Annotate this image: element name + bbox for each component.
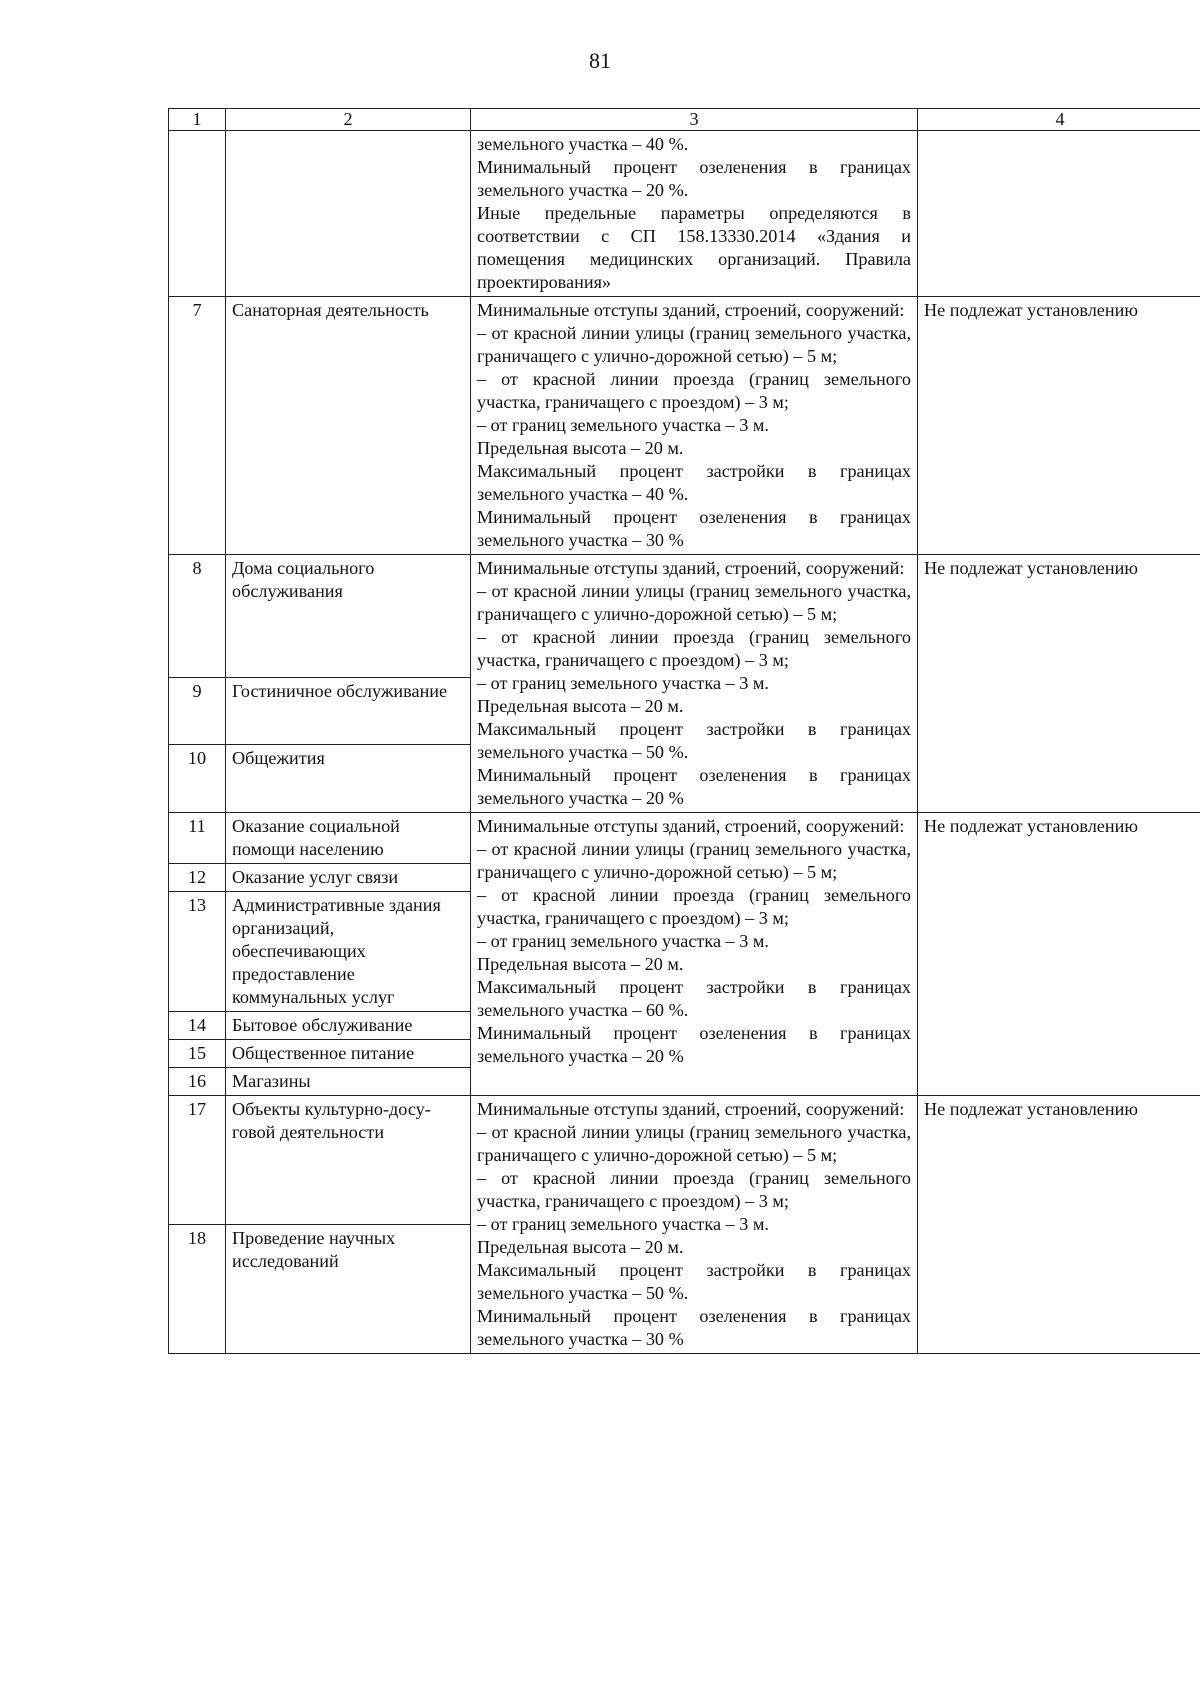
row-number: 13 (169, 892, 226, 1012)
regulations-table-frame (168, 108, 1150, 1354)
param-line: – от красной линии улицы (границ земельного участка, граничащего с улично-дорожной сетью) – 5 м; (477, 581, 911, 624)
param-line: Предельная высота – 20 м. (477, 1237, 684, 1257)
params-cell (471, 297, 918, 555)
table-row-continued (169, 131, 1200, 297)
param-line: Минимальный процент озеленения в границах земельного участка – 20 % (477, 765, 911, 808)
restriction-cell: Не подлежат установлению (918, 1096, 1200, 1354)
land-use-name: Санаторная деятельность (226, 297, 471, 555)
param-line: Минимальные отступы зданий, строений, сооружений: (477, 558, 905, 578)
land-use-name: Проведение научных исследований (226, 1225, 471, 1354)
params-cell (471, 1096, 918, 1354)
param-line: Минимальный процент озеленения в границах земельного участка – 20 % (477, 1023, 911, 1066)
param-line: Минимальный процент озеленения в границах земельного участка – 30 % (477, 507, 911, 550)
header-col-2: 2 (226, 109, 471, 131)
param-line: – от красной линии проезда (границ земельного участка, граничащего с проездом) – 3 м; (477, 369, 911, 412)
params-cell (471, 555, 918, 813)
params-cell (471, 813, 918, 1096)
land-use-name: Оказание социальной помощи населению (226, 813, 471, 864)
land-use-name: Гостиничное обслуживание (226, 677, 471, 745)
restriction-cell: Не подлежат установлению (918, 813, 1200, 1096)
land-use-name: Общественное питание (226, 1040, 471, 1068)
param-line: Максимальный процент застройки в границах земельного участка – 60 %. (477, 977, 911, 1020)
name-cell (226, 131, 471, 297)
param-line: Минимальный процент озеленения в границах земельного участка – 30 % (477, 1306, 911, 1349)
header-col-1: 1 (169, 109, 226, 131)
land-use-name: Бытовое обслуживание (226, 1012, 471, 1040)
param-line: Иные предельные параметры определяются в соответствии с СП 158.13330.2014 «Здания и помещения медицинских организаций. Правила проектирования» (477, 203, 911, 292)
param-line: земельного участка – 40 %. (477, 134, 689, 154)
param-line: – от границ земельного участка – 3 м. (477, 931, 769, 951)
table-body (169, 109, 1200, 1354)
param-line: Предельная высота – 20 м. (477, 954, 684, 974)
table-header-row (169, 109, 1200, 131)
param-line: Минимальный процент озеленения в границах земельного участка – 20 %. (477, 157, 911, 200)
row-number: 7 (169, 297, 226, 555)
param-line: – от красной линии улицы (границ земельного участка, граничащего с улично-дорожной сетью) – 5 м; (477, 323, 911, 366)
table-row (169, 297, 1200, 555)
param-line: – от красной линии проезда (границ земельного участка, граничащего с проездом) – 3 м; (477, 1168, 911, 1211)
land-use-name: Объекты культурно-досу-говой деятельности (226, 1096, 471, 1225)
param-line: Минимальные отступы зданий, строений, сооружений: (477, 816, 905, 836)
params-cell (471, 131, 918, 297)
row-number: 9 (169, 677, 226, 745)
row-number: 16 (169, 1068, 226, 1096)
row-number: 12 (169, 864, 226, 892)
header-col-3: 3 (471, 109, 918, 131)
land-use-name: Административные здания организаций, обеспечивающих предоставление коммунальных услуг (226, 892, 471, 1012)
row-number: 11 (169, 813, 226, 864)
param-line: Предельная высота – 20 м. (477, 438, 684, 458)
table-row (169, 1096, 1200, 1225)
restriction-cell: Не подлежат установлению (918, 297, 1200, 555)
param-line: – от границ земельного участка – 3 м. (477, 415, 769, 435)
row-number: 8 (169, 555, 226, 678)
regulations-table (168, 108, 1200, 1354)
param-line: – от красной линии улицы (границ земельного участка, граничащего с улично-дорожной сетью) – 5 м; (477, 839, 911, 882)
row-number: 15 (169, 1040, 226, 1068)
row-number: 10 (169, 745, 226, 813)
table-row (169, 555, 1200, 678)
param-line: Минимальные отступы зданий, строений, сооружений: (477, 1099, 905, 1119)
num-cell (169, 131, 226, 297)
param-line: Максимальный процент застройки в границах земельного участка – 50 %. (477, 719, 911, 762)
param-line: Максимальный процент застройки в границах земельного участка – 50 %. (477, 1260, 911, 1303)
header-col-4: 4 (918, 109, 1200, 131)
param-line: – от красной линии проезда (границ земельного участка, граничащего с проездом) – 3 м; (477, 627, 911, 670)
land-use-name: Дома социального обслуживания (226, 555, 471, 678)
land-use-name: Магазины (226, 1068, 471, 1096)
param-line: – от красной линии улицы (границ земельного участка, граничащего с улично-дорожной сетью) – 5 м; (477, 1122, 911, 1165)
param-line: Максимальный процент застройки в границах земельного участка – 40 %. (477, 461, 911, 504)
row-number: 14 (169, 1012, 226, 1040)
restriction-cell (918, 131, 1200, 297)
page-number: 81 (589, 48, 611, 73)
row-number: 17 (169, 1096, 226, 1225)
table-row (169, 813, 1200, 864)
land-use-name: Общежития (226, 745, 471, 813)
param-line: Минимальные отступы зданий, строений, сооружений: (477, 300, 905, 320)
restriction-cell: Не подлежат установлению (918, 555, 1200, 813)
land-use-name: Оказание услуг связи (226, 864, 471, 892)
param-line: – от красной линии проезда (границ земельного участка, граничащего с проездом) – 3 м; (477, 885, 911, 928)
param-line: – от границ земельного участка – 3 м. (477, 673, 769, 693)
param-line: – от границ земельного участка – 3 м. (477, 1214, 769, 1234)
param-line: Предельная высота – 20 м. (477, 696, 684, 716)
row-number: 18 (169, 1225, 226, 1354)
